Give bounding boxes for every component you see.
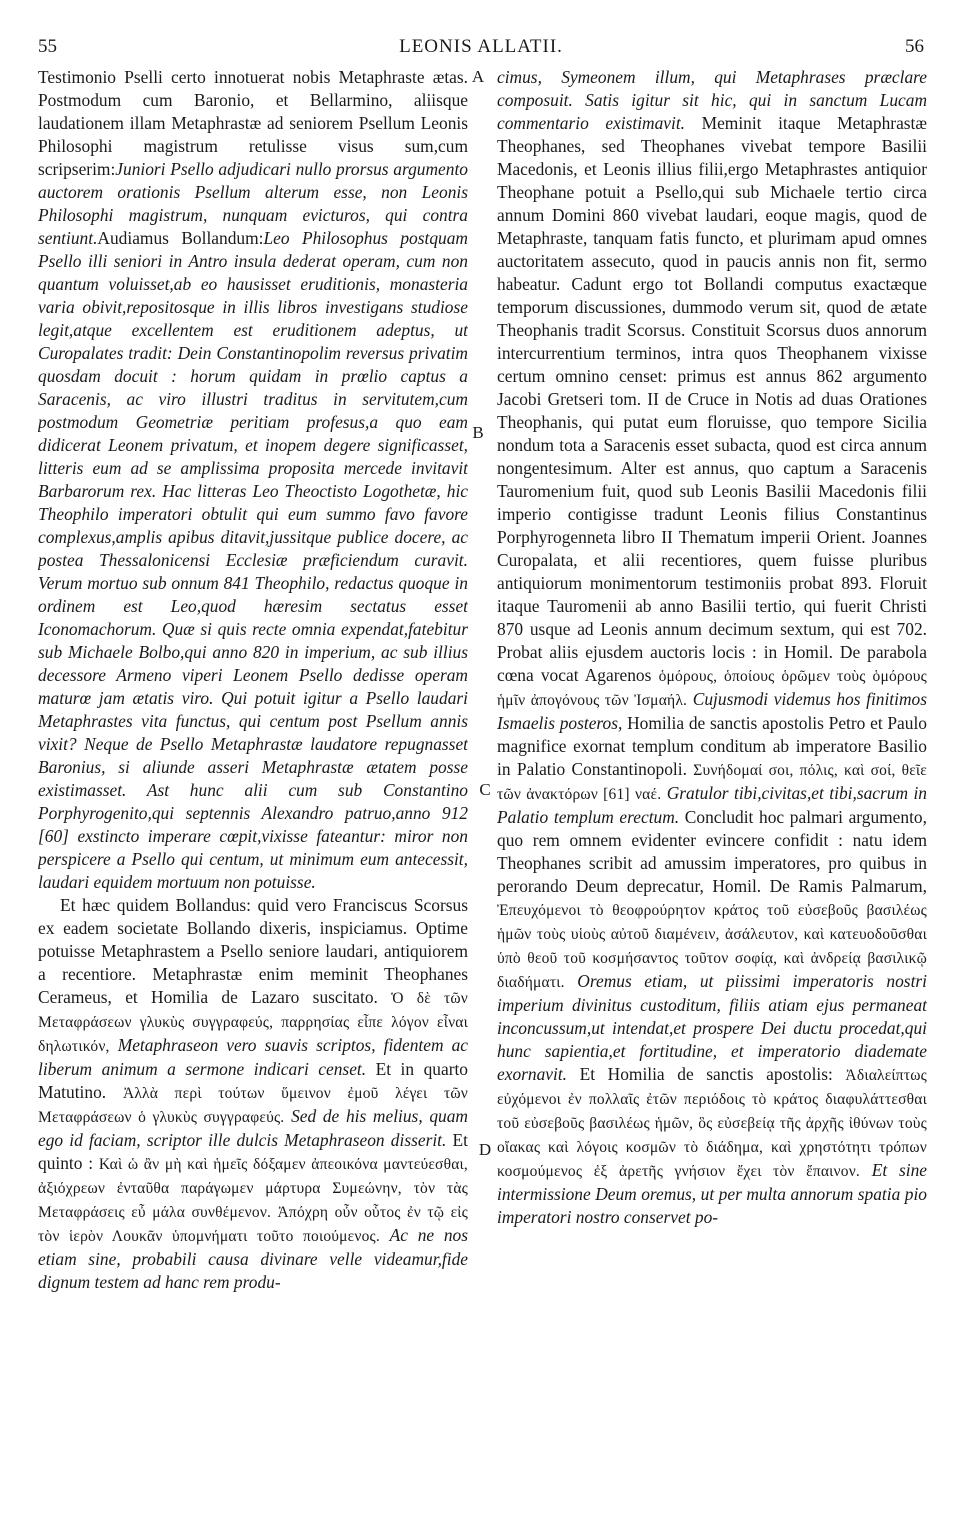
- left-quote-1: Juniori Psello adjudicari nullo prorsus argumento auctorem orationis Psellum alterum esse, non Leonis Philosophi magistrum, nunquam evicturos, qui contra sentiunt.: [38, 159, 468, 248]
- left-text-5: Et quinto :: [38, 1130, 468, 1173]
- running-header: [0, 30, 962, 64]
- greek-quote-7: Ἀδιαλείπτως εὐχόμενοι ἐν πολλαῖς ἐτῶν περιόδοις τὸ κράτος διαφυλάττεσθαι τοῦ εὐσεβοῦς βασιλέως ἡμῶν, ὃς εὐσεβείᾳ τῆς ἀρχῆς ἰθύνων τοὺς οἴακας καὶ λόγοις κοσμῶν τὸ διάδημα, καὶ χρηστότητι τρόπων κοσμούμενος ἐξ ἀρετῆς γνήσιον ἔχει τὸν ἔπαινον.: [497, 1067, 927, 1180]
- margin-marker-c: C: [479, 780, 491, 799]
- greek-quote-2: Ἀλλὰ περὶ τούτων ὕμεινον ἐμοῦ λέγει τῶν Μεταφράσεων ὁ γλυκὺς συγγραφεύς.: [38, 1085, 468, 1126]
- right-translation-4: Oremus etiam, ut piissimi imperatoris nostri imperium divinitus custoditum, filiis atiam ejus permaneat inconcussum,ut intendat,et prospere Dei ductu procedat,qui hunc sapientia,et fortitudine, et imperatorio diademate exornavit.: [497, 971, 927, 1084]
- page-number-right: 56: [905, 36, 924, 57]
- left-paragraph-1: [38, 66, 468, 894]
- left-column: [38, 66, 468, 1530]
- greek-quote-3: Καὶ ὡ ἂν μὴ καὶ ἡμεῖς δόξαμεν ἀπεοικόνα μαντεύεσθαι, ἀξιόχρεων ἐνταῦθα παράγωμεν μάρτυρα Συμεώνην, τὸν τὰς Μεταφράσεις εὖ μάλα συνθέμενον. Ἀπόχρη οὖν οὗτος ἐν τῷ εἰς τὸν ἱερὸν Λουκᾶν ὑπομνήματι τοῦτο ποιούμενος.: [38, 1156, 468, 1245]
- right-paragraph-1: [497, 66, 927, 1229]
- right-translation-5: Et sine intermissione Deum oremus, ut per multa annorum spatia pio imperatori nostro conservet po-: [497, 1160, 927, 1227]
- right-text-3: Concludit hoc palmari argumento, quo rem omnem evidenter evincere confidit : natu idem Theophanes scribit ad amussim imperatores, pro quibus in perorando Deum deprecatur, Homil. De Ramis Palmarum,: [497, 807, 927, 896]
- left-translation-1: Metaphraseon vero suavis scriptos, fidentem ac liberum animum a sermone indicari censet.: [38, 1035, 468, 1079]
- greek-quote-4: ὁμόρους, ὁποίους ὁρῶμεν τοὺς ὁμόρους ἡμῖν ἀπογόνους τῶν Ἰσμαήλ.: [497, 668, 927, 709]
- left-text-4: Et in quarto Matutino.: [38, 1059, 468, 1102]
- greek-quote-5: Συνήδομαί σοι, πόλις, καὶ σοί, θεῖε τῶν ἀνακτόρων [61] ναέ.: [497, 762, 927, 803]
- left-translation-2: Sed de his melius, quam ego id faciam, scriptor ille dulcis Metaphraseon disserit.: [38, 1106, 468, 1150]
- margin-marker-d: D: [478, 1140, 492, 1159]
- left-text-3: Et hæc quidem Bollandus: quid vero Franciscus Scorsus ex eadem societate Bollando dixeris, inspiciamus. Optime potuisse Metaphrastem a Psello seniore laudari, antiquiorem a recentiore. Metaphrastæ enim meminit Theophanes Cerameus, et Homilia de Lazaro suscitato.: [38, 895, 468, 1007]
- running-head-title: LEONIS ALLATII.: [399, 36, 563, 57]
- right-text-4: Et Homilia de sanctis apostolis:: [567, 1064, 846, 1084]
- greek-quote-1: Ὁ δὲ τῶν Μεταφράσεων γλυκὺς συγγραφεύς, παρρησίας εἶπε λόγον εἶναι δηλωτικόν,: [38, 990, 468, 1055]
- right-translation-2: Cujusmodi videmus hos finitimos Ismaelis posteros,: [497, 689, 927, 733]
- left-quote-bollandus: Leo Philosophus postquam Psello illi seniori in Antro insula dederat operam, cum non quantum voluisset,ab eo hausisset eruditionis, monasteria varia obivit,repositosque in illis libros investigans studiose legit,atque excellentem est eruditionem adeptus, ut Curopalates tradit: Dein Constantinopolim reversus privatim quosdam docuit : horum quidam in prœlio captus a Saracenis, ac viro illustri traditus in servitutem,cum postmodum Geometriæ peritiam profesus,a quo eam didicerat Leonem privatum, et inopem degere significasset, litteris eum ad se amplissima proposita mercede invitavit Barbarorum rex. Hac litteras Leo Theoctisto Logothetæ, hic Theophilo imperatori obtulit qui eum summo favo favore complexus,amplis apibus ditavit,jussitque publice docere, ac postea Thessalonicensi Ecclesiæ præficiendum curavit. Verum mortuo sub onnum 841 Theophilo, redactus quoque in ordinem est Leo,quod hæresim sectatus esset Iconomachorum. Quæ si quis recte omnia expendat,fatebitur sub Michaele Bolbo,qui anno 820 in imperium, ac sub illius decessore Armeno viperi Leonem Psello dedisse operam maturœ jam ætatis viro. Qui potuit igitur a Psello laudari Metaphrastes vita functus, qui centum post Psellum annis vixit? Neque de Psello Metaphrastæ laudatore repugnasset Baronius, si aliunde asseri Metaphrastæ ætatem posse existimasset. Ast hunc alii cum sub Constantino Porphyrogenito,qui septennis Alexandro patruo,anno 912 [60] exstincto imperare cœpit,vixisse fateantur: miror non perspicere a Psello qui centum, ut minimum eum antecessit, laudari equidem mortuum non potuisse.: [38, 228, 468, 892]
- right-translation-3: Gratulor tibi,civitas,et tibi,sacrum in Palatio templum erectum.: [497, 783, 927, 827]
- right-translation-1: cimus, Symeonem illum, qui Metaphrases præclare composuit. Satis igitur sit hic, qui in sanctum Lucam commentario existimavit.: [497, 67, 927, 133]
- page-number-left: 55: [38, 36, 57, 57]
- right-text-2: Homilia de sanctis apostolis Petro et Paulo magnifice exornat templum conditum ab imperatore Basilio in Palatio Constantinopoli.: [497, 713, 927, 779]
- left-text-1: Testimonio Pselli certo innotuerat nobis Metaphraste ætas. Postmodum cum Baronio, et Bellarmino, aliisque laudationem illam Metaphrastæ ad seniorem Psellum Leonis Philosophi magistrum retulisse visus sum,cum scripserim:: [38, 67, 468, 179]
- left-translation-3: Ac ne nos etiam sine, probabili causa divinare velle videamur,fide dignum testem ad hanc rem produ-: [38, 1225, 468, 1292]
- margin-marker-a: A: [471, 67, 485, 86]
- greek-quote-6: Ἐπευχόμενοι τὸ θεοφρούρητον κράτος τοῦ εὐσεβοῦς βασιλέως ἡμῶν τοὺς υἱοὺς αὐτοῦ διαμένειν, ἀσάλευτον, καὶ κατευοδοῦσθαι ὑπὸ θεοῦ τοῦ κοσμήσαντος τοῦτον σοφίᾳ, καὶ ἀνδρείᾳ βασιλικῷ διαδήματι.: [497, 902, 927, 991]
- right-column: [497, 66, 927, 1530]
- right-text-1: Meminit itaque Metaphrastæ Theophanes, sed Theophanes vivebat tempore Basilii Macedonis, et Leonis illius filii,ergo Metaphrastes antiquior Theophane potuit a Psello,qui sub Michaele tertio circa annum Domini 860 vivebat laudari, eoque magis, quod de Metaphraste, tanquam fatis functo, et plurimam apud omnes auctoritatem assecuto, quod in paucis annis non fit, sermo habeatur. Cadunt ergo tot Bollandi computus exactæque temporum discussiones, dummodo verum sit, quod de ætate Theophanis tradit Scorsus. Constituit Scorsus duos annorum intercurrentium terminos, intra quos Theophanem vixisse certum omnino censet: primus est annus 862 argumento Jacobi Gretseri tom. II de Cruce in Notis ad duas Orationes Theophanis, qui putat eum floruisse, quo tempore Sicilia nondum tota a Saracenis esset subacta, quod est circa annum nongentesimum. Alter est annus, quo captum a Saracenis Tauromenium fuit, quod sub Leonis Basilii Macedonis filii imperio contigisse tradunt Leonis filius Constantinus Porphyrogenneta libro II Thematum imperii Orient. Joannes Curopalata, et alii recentiores, quem fuisse pluribus antiquiorum monimentorum testimoniis probat 893. Floruit itaque Tauromenii ab anno Basilii tertio, qui fuerit Christi 870 usque ad Leonis annum decimum sextum, qui est 702. Probat aliis ejusdem auctoris locis : in Homil. De parabola cœna vocat Agarenos: [497, 113, 927, 685]
- left-text-2: Audiamus Bollandum:: [97, 228, 264, 248]
- left-paragraph-2: [38, 894, 468, 1294]
- margin-marker-b: B: [472, 423, 484, 442]
